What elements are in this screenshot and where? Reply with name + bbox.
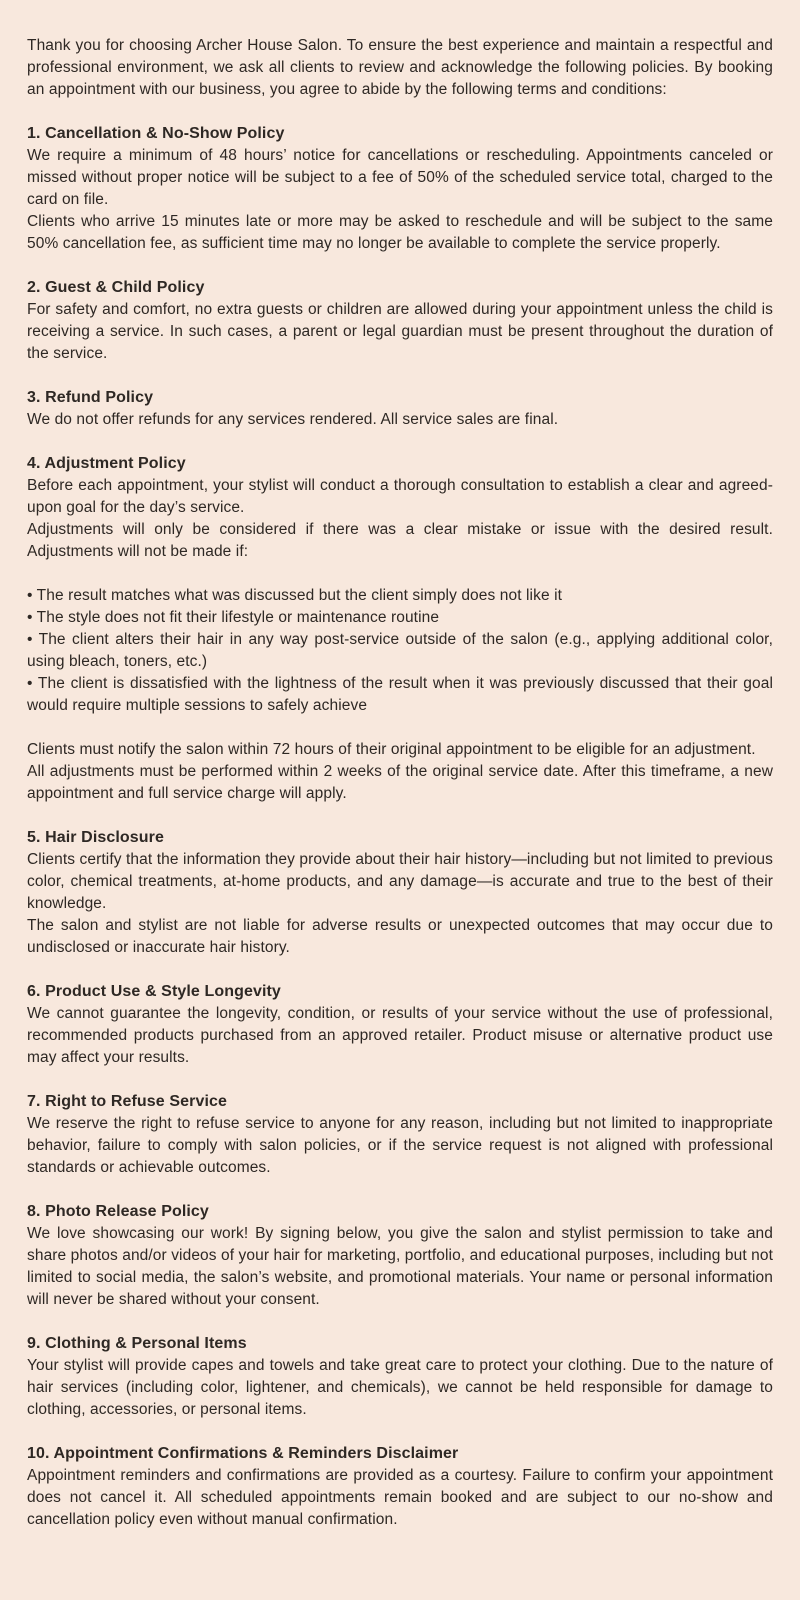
section-paragraph: We cannot guarantee the longevity, condition, or results of your service without the use of professional, recommended products purchased from an approved retailer. Product misuse or alternative product use may affect your results. bbox=[27, 1005, 773, 1066]
bullet-list bbox=[27, 585, 773, 717]
section-paragraph: We require a minimum of 48 hours’ notice for cancellations or rescheduling. Appointments canceled or missed without proper notice will be subject to a fee of 50% of the scheduled service total, charged to the card on file. bbox=[27, 147, 773, 208]
section-paragraph: For safety and comfort, no extra guests or children are allowed during your appointment unless the child is receiving a service. In such cases, a parent or legal guardian must be present throughout the duration of the service. bbox=[27, 301, 773, 362]
policy-section bbox=[27, 1333, 773, 1421]
section-heading: 1. Cancellation & No-Show Policy bbox=[27, 125, 285, 142]
section-heading: 9. Clothing & Personal Items bbox=[27, 1335, 247, 1352]
section-heading: 8. Photo Release Policy bbox=[27, 1203, 209, 1220]
policy-section bbox=[27, 277, 773, 365]
section-heading: 7. Right to Refuse Service bbox=[27, 1093, 227, 1110]
section-paragraph: Adjustments will only be considered if there was a clear mistake or issue with the desired result. Adjustments will not be made if: bbox=[27, 521, 773, 560]
section-heading: 6. Product Use & Style Longevity bbox=[27, 983, 281, 1000]
section-paragraph: We love showcasing our work! By signing below, you give the salon and stylist permission to take and share photos and/or videos of your hair for marketing, portfolio, and educational purposes, including but not limited to social media, the salon’s website, and promotional materials. Your name or personal information will never be shared without your consent. bbox=[27, 1225, 773, 1308]
policy-section bbox=[27, 453, 773, 805]
policy-section bbox=[27, 1443, 773, 1531]
section-heading: 10. Appointment Confirmations & Reminders Disclaimer bbox=[27, 1445, 459, 1462]
section-paragraph: Clients certify that the information they provide about their hair history—including but not limited to previous color, chemical treatments, at-home products, and any damage—is accurate and true to the best of their knowledge. bbox=[27, 851, 773, 912]
section-heading: 3. Refund Policy bbox=[27, 389, 154, 406]
bullet-item: • The style does not fit their lifestyle or maintenance routine bbox=[27, 609, 440, 626]
section-paragraph: We reserve the right to refuse service to anyone for any reason, including but not limited to inappropriate behavior, failure to comply with salon policies, or if the service request is not aligned with professional standards or achievable outcomes. bbox=[27, 1115, 773, 1176]
section-paragraph: Your stylist will provide capes and towels and take great care to protect your clothing. Due to the nature of hair services (including color, lightener, and chemicals), we cannot be held responsible for damage to clothing, accessories, or personal items. bbox=[27, 1357, 773, 1418]
section-heading: 2. Guest & Child Policy bbox=[27, 279, 205, 296]
policy-section bbox=[27, 981, 773, 1069]
policy-section bbox=[27, 387, 773, 431]
policy-sections bbox=[27, 123, 773, 1531]
section-heading: 4. Adjustment Policy bbox=[27, 455, 186, 472]
section-paragraph: The salon and stylist are not liable for adverse results or unexpected outcomes that may occur due to undisclosed or inaccurate hair history. bbox=[27, 917, 773, 956]
section-paragraph: Clients who arrive 15 minutes late or more may be asked to reschedule and will be subject to the same 50% cancellation fee, as sufficient time may no longer be available to complete the service properly. bbox=[27, 213, 773, 252]
intro-paragraph: Thank you for choosing Archer House Salon. To ensure the best experience and maintain a respectful and professional environment, we ask all clients to review and acknowledge the following policies. By booking an appointment with our business, you agree to abide by the following terms and conditions: bbox=[27, 37, 773, 98]
section-paragraph: Clients must notify the salon within 72 hours of their original appointment to be eligible for an adjustment. bbox=[27, 741, 756, 758]
policy-section bbox=[27, 123, 773, 255]
policy-section bbox=[27, 1201, 773, 1311]
section-paragraph: Appointment reminders and confirmations are provided as a courtesy. Failure to confirm your appointment does not cancel it. All scheduled appointments remain booked and are subject to our no-show and cancellation policy even without manual confirmation. bbox=[27, 1467, 773, 1528]
policy-section bbox=[27, 827, 773, 959]
section-heading: 5. Hair Disclosure bbox=[27, 829, 164, 846]
bullet-item: • The client alters their hair in any way post-service outside of the salon (e.g., applying additional color, using bleach, toners, etc.) bbox=[27, 631, 773, 670]
section-paragraph: Before each appointment, your stylist will conduct a thorough consultation to establish a clear and agreed-upon goal for the day’s service. bbox=[27, 477, 773, 516]
policy-section bbox=[27, 1091, 773, 1179]
bullet-item: • The result matches what was discussed but the client simply does not like it bbox=[27, 587, 563, 604]
bullet-item: • The client is dissatisfied with the lightness of the result when it was previously discussed that their goal would require multiple sessions to safely achieve bbox=[27, 675, 773, 714]
section-paragraph: All adjustments must be performed within 2 weeks of the original service date. After this timeframe, a new appointment and full service charge will apply. bbox=[27, 763, 773, 802]
section-paragraph: We do not offer refunds for any services rendered. All service sales are final. bbox=[27, 411, 559, 428]
